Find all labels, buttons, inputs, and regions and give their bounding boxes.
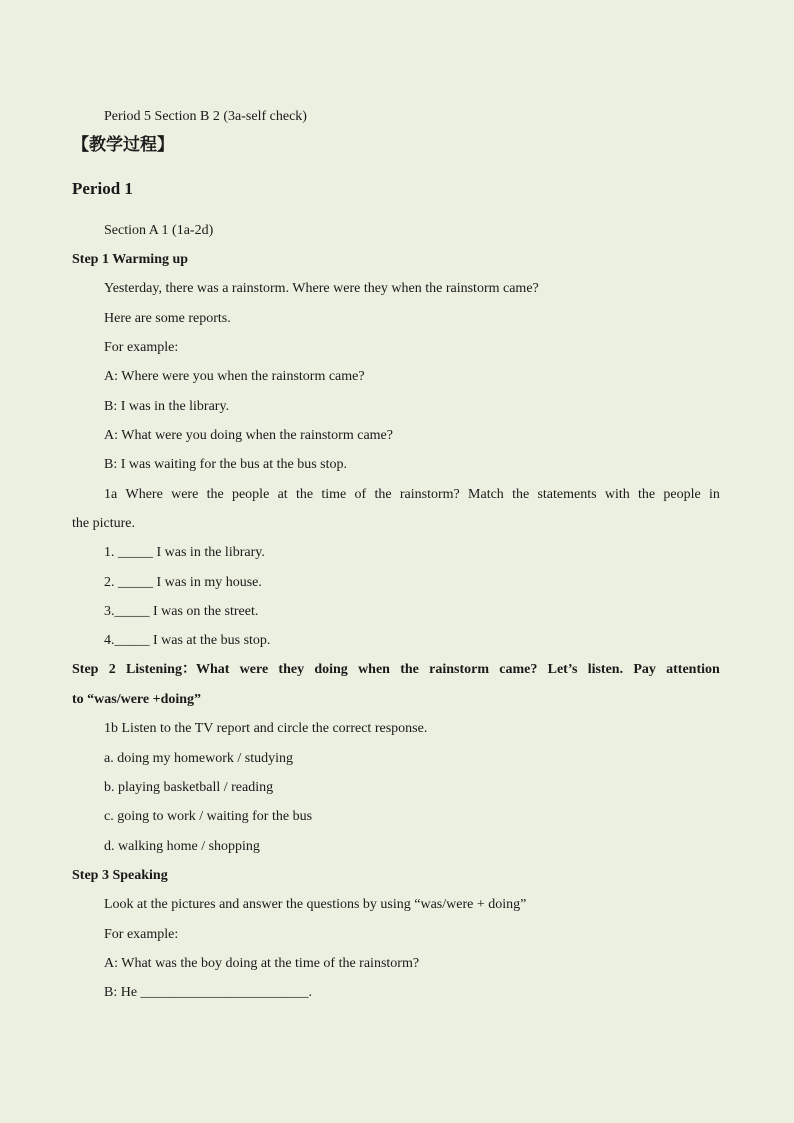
word: the: [295, 487, 314, 502]
word: of: [354, 487, 367, 502]
word: Step: [72, 662, 99, 677]
word: the: [374, 487, 392, 502]
word: Where: [125, 487, 163, 502]
step1-line: B: I was waiting for the bus at the bus stop.: [104, 457, 348, 472]
teaching-process-heading: 【教学过程】: [72, 135, 174, 155]
task-1a-instruction: [104, 486, 720, 504]
section-label: Section A 1 (1a-2d): [104, 223, 214, 238]
word: with: [604, 487, 630, 502]
word: Listening：What: [125, 662, 230, 677]
word: people: [663, 487, 701, 502]
word: Match: [468, 487, 504, 502]
word: when: [358, 662, 390, 677]
blank-item: 4._____ I was at the bus stop.: [104, 633, 271, 648]
step1-line: Here are some reports.: [104, 311, 231, 326]
option-item: a. doing my homework / studying: [104, 751, 293, 766]
step3-title: Step 3 Speaking: [72, 868, 168, 883]
step2-title-continuation: to “was/were +doing”: [72, 692, 202, 707]
word: the: [512, 487, 530, 502]
step1-line: A: Where were you when the rainstorm came?: [104, 369, 365, 384]
step3-line: For example:: [104, 927, 179, 942]
word: 1a: [104, 487, 118, 502]
blank-item: 2. _____ I was in my house.: [104, 575, 262, 590]
word: doing: [314, 662, 348, 677]
word: were: [171, 487, 199, 502]
step3-line: B: He ________________________.: [104, 985, 313, 1000]
option-item: d. walking home / shopping: [104, 839, 260, 854]
word: listen.: [587, 662, 624, 677]
word: people: [231, 487, 270, 502]
task-1a-continuation: the picture.: [72, 516, 135, 531]
step3-line: A: What was the boy doing at the time of the rainstorm?: [104, 956, 420, 971]
word: attention: [666, 662, 720, 677]
header-line: Period 5 Section B 2 (3a-self check): [104, 109, 307, 124]
step1-line: B: I was in the library.: [104, 399, 230, 414]
word: in: [709, 487, 720, 502]
step1-title: Step 1 Warming up: [72, 252, 189, 267]
word: Let’s: [547, 662, 578, 677]
word: rainstorm: [429, 662, 490, 677]
word: at: [277, 487, 288, 502]
word: time: [321, 487, 347, 502]
option-item: c. going to work / waiting for the bus: [104, 809, 313, 824]
period-heading: Period 1: [72, 179, 133, 198]
word: rainstorm?: [399, 487, 460, 502]
option-item: b. playing basketball / reading: [104, 780, 274, 795]
task-1b-instruction: 1b Listen to the TV report and circle the correct response.: [104, 721, 428, 736]
word: came?: [499, 662, 538, 677]
word: Pay: [633, 662, 656, 677]
word: the: [638, 487, 656, 502]
word: the: [400, 662, 419, 677]
word: they: [278, 662, 305, 677]
step2-title: [72, 661, 720, 679]
blank-item: 1. _____ I was in the library.: [104, 545, 265, 560]
step1-line: For example:: [104, 340, 179, 355]
blank-item: 3._____ I was on the street.: [104, 604, 259, 619]
step1-line: A: What were you doing when the rainstorm came?: [104, 428, 393, 443]
word: 2: [108, 662, 116, 677]
word: the: [206, 487, 224, 502]
word: statements: [537, 487, 597, 502]
step1-line: Yesterday, there was a rainstorm. Where were they when the rainstorm came?: [104, 281, 539, 296]
step3-line: Look at the pictures and answer the questions by using “was/were + doing”: [104, 897, 527, 912]
word: were: [239, 662, 269, 677]
